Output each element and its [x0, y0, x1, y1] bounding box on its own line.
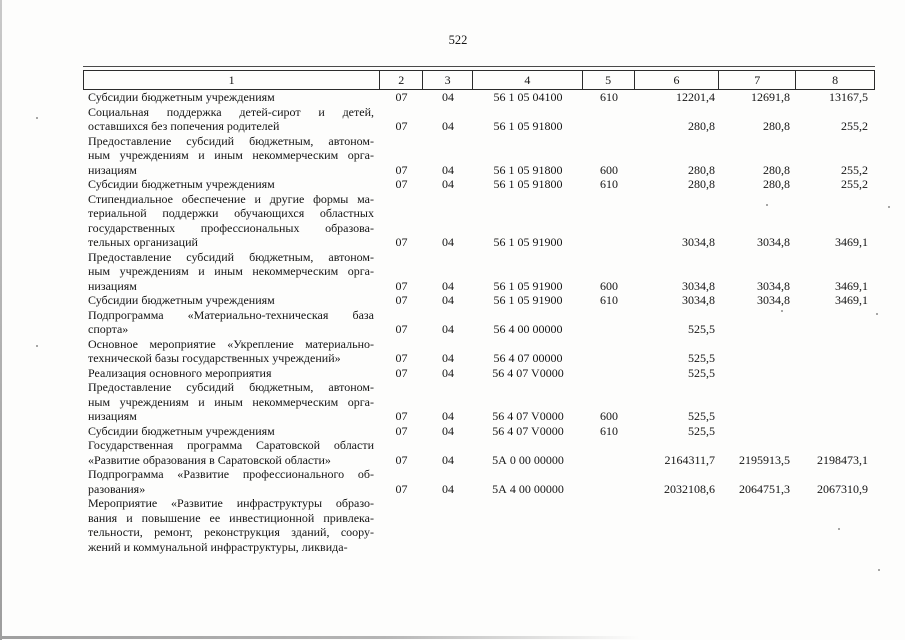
table-row [83, 424, 875, 439]
cell-expense-type-code [583, 105, 635, 134]
cell-razdel-code: 07 [395, 162, 408, 177]
name-line: жений и коммунальной инфраструктуры, ликвида- [88, 539, 348, 554]
cell-razdel-code: 07 [395, 278, 408, 293]
cell-amount-year1: 3034,8 [682, 235, 715, 249]
cell-amount-year3 [797, 366, 875, 381]
cell-expense-type-code: 610 [600, 177, 618, 191]
cell-podrazdel-code: 04 [442, 90, 454, 104]
name-line: Мероприятие «Развитие инфраструктуры образо- [88, 496, 374, 510]
cell-name [83, 438, 380, 467]
cell-amount-year3: 3469,1 [835, 235, 868, 249]
cell-name [83, 134, 380, 178]
table-row [83, 467, 875, 496]
table-row [83, 380, 875, 424]
name-line: низациям [88, 409, 137, 423]
cell-expense-type-code: 600 [600, 162, 618, 177]
cell-podrazdel-code [423, 496, 473, 554]
cell-target-article-code: 56 1 05 91800 [493, 177, 563, 191]
cell-razdel-code: 07 [395, 423, 408, 438]
cell-target-article-code: 5А 0 00 00000 [492, 452, 564, 467]
table-row [83, 308, 875, 337]
cell-amount-year2 [720, 366, 797, 381]
cell-amount-year2: 2195913,5 [739, 452, 790, 467]
cell-amount-year3 [797, 496, 875, 554]
cell-amount-year1: 3034,8 [682, 293, 715, 307]
cell-amount-year3: 13167,5 [829, 90, 868, 104]
name-line: Государственная программа Саратовской области [88, 438, 374, 452]
cell-name [83, 424, 380, 439]
name-line: ным учреждениям и иным некоммерческим орга- [88, 264, 374, 278]
cell-amount-year3: 255,2 [841, 177, 868, 191]
cell-expense-type-code: 610 [600, 423, 618, 438]
cell-amount-year1: 3034,8 [682, 278, 715, 293]
cell-podrazdel-code: 04 [442, 423, 454, 438]
cell-expense-type-code: 600 [600, 409, 618, 423]
name-line: низациям [88, 162, 137, 177]
cell-expense-type-code: 600 [600, 278, 618, 293]
name-line: Основное мероприятие «Укрепление материально- [88, 336, 374, 351]
cell-target-article-code: 56 1 05 91800 [493, 162, 563, 177]
name-line: спорта» [88, 322, 129, 336]
cell-amount-year1 [635, 496, 720, 554]
cell-razdel-code: 07 [395, 293, 408, 307]
cell-target-article-code: 56 1 05 91900 [493, 278, 563, 293]
cell-amount-year1: 12201,4 [676, 90, 715, 104]
cell-razdel-code: 07 [395, 177, 408, 191]
header-cell-3: 3 [423, 71, 473, 89]
cell-expense-type-code [583, 192, 635, 250]
scan-speck [888, 206, 890, 208]
cell-podrazdel-code: 04 [442, 278, 454, 293]
scan-edge-left [0, 0, 2, 640]
table-row [83, 250, 875, 294]
cell-razdel-code: 07 [395, 365, 408, 380]
cell-amount-year3: 3469,1 [835, 293, 868, 307]
cell-podrazdel-code: 04 [442, 235, 454, 249]
cell-amount-year2: 2064751,3 [739, 481, 790, 496]
header-cell-2: 2 [380, 71, 423, 89]
cell-name [83, 177, 380, 192]
cell-name [83, 90, 380, 105]
cell-expense-type-code [583, 467, 635, 496]
cell-name [83, 308, 380, 337]
cell-podrazdel-code: 04 [442, 452, 454, 467]
name-line: териальной поддержки обучающихся областных [88, 206, 374, 220]
name-line: технической базы государственных учреждений» [88, 351, 341, 365]
name-line: Стипендиальное обеспечение и другие формы ма- [88, 191, 374, 206]
cell-amount-year1: 525,5 [688, 365, 715, 380]
table-header-row [83, 70, 875, 90]
cell-expense-type-code: 610 [600, 90, 618, 104]
cell-name [83, 467, 380, 496]
cell-amount-year2: 3034,8 [757, 278, 790, 293]
cell-amount-year2 [720, 380, 797, 424]
cell-amount-year1: 525,5 [688, 322, 715, 336]
table-row [83, 293, 875, 308]
cell-amount-year3 [797, 308, 875, 337]
cell-amount-year1: 280,8 [688, 177, 715, 191]
cell-razdel-code: 07 [395, 90, 408, 104]
cell-amount-year1: 525,5 [688, 423, 715, 438]
header-cell-5: 5 [583, 71, 635, 89]
table-row [83, 90, 875, 105]
cell-target-article-code: 56 1 05 04100 [493, 90, 563, 104]
cell-amount-year2: 280,8 [763, 119, 790, 133]
table-row [83, 366, 875, 381]
cell-amount-year2: 12691,8 [751, 90, 790, 104]
cell-razdel-code: 07 [395, 409, 408, 423]
name-line: Субсидии бюджетным учреждениям [88, 177, 275, 191]
header-cell-7: 7 [719, 71, 796, 89]
table-top-rule [83, 66, 875, 67]
table-row [83, 337, 875, 366]
cell-podrazdel-code: 04 [442, 351, 454, 365]
cell-target-article-code: 5А 4 00 00000 [492, 481, 564, 496]
cell-amount-year2 [720, 308, 797, 337]
table-row [83, 134, 875, 178]
name-line: Субсидии бюджетным учреждениям [88, 293, 275, 307]
cell-razdel-code: 07 [395, 452, 408, 467]
name-line: Социальная поддержка детей-сирот и детей, [88, 104, 374, 119]
cell-target-article-code: 56 4 07 00000 [493, 351, 563, 365]
cell-expense-type-code: 610 [600, 293, 618, 307]
cell-name [83, 250, 380, 294]
cell-podrazdel-code: 04 [442, 365, 454, 380]
cell-podrazdel-code: 04 [442, 322, 454, 336]
scan-speck [878, 569, 880, 571]
cell-amount-year1: 2032108,6 [664, 481, 715, 496]
cell-amount-year2: 3034,8 [757, 293, 790, 307]
name-line: тельных организаций [88, 235, 198, 249]
cell-expense-type-code [583, 438, 635, 467]
cell-name [83, 366, 380, 381]
scan-speck [36, 117, 38, 119]
name-line: разования» [88, 481, 146, 496]
cell-amount-year2 [720, 337, 797, 366]
cell-amount-year1: 280,8 [688, 162, 715, 177]
cell-podrazdel-code: 04 [442, 409, 454, 423]
cell-amount-year3 [797, 337, 875, 366]
cell-target-article-code [473, 496, 583, 554]
page-number: 522 [448, 33, 468, 47]
cell-razdel-code: 07 [395, 322, 408, 336]
cell-amount-year3: 255,2 [841, 119, 868, 133]
cell-target-article-code: 56 4 00 00000 [493, 322, 563, 336]
name-line: Предоставление субсидий бюджетным, автоном- [88, 249, 374, 264]
cell-podrazdel-code: 04 [442, 177, 454, 191]
table-row [83, 192, 875, 250]
cell-amount-year1: 2164311,7 [664, 452, 715, 467]
cell-razdel-code: 07 [395, 119, 408, 133]
name-line: оставшихся без попечения родителей [88, 119, 280, 133]
cell-razdel-code: 07 [395, 235, 408, 249]
name-line: низациям [88, 278, 137, 293]
cell-amount-year3 [797, 380, 875, 424]
cell-podrazdel-code: 04 [442, 162, 454, 177]
cell-amount-year2: 3034,8 [757, 235, 790, 249]
cell-podrazdel-code: 04 [442, 481, 454, 496]
name-line: вания и повышение ее инвестиционной привлека- [88, 510, 374, 525]
cell-name [83, 192, 380, 250]
scan-edge-bottom [0, 636, 640, 639]
cell-podrazdel-code: 04 [442, 293, 454, 307]
cell-amount-year3: 3469,1 [835, 278, 868, 293]
cell-amount-year2: 280,8 [763, 177, 790, 191]
name-line: Подпрограмма «Развитие профессионального об- [88, 467, 374, 481]
table-row [83, 496, 875, 554]
name-line: «Развитие образования в Саратовской области» [88, 452, 331, 467]
cell-podrazdel-code: 04 [442, 119, 454, 133]
cell-target-article-code: 56 1 05 91900 [493, 293, 563, 307]
cell-target-article-code: 56 1 05 91900 [493, 235, 563, 249]
header-cell-4: 4 [473, 71, 583, 89]
scan-speck [36, 345, 38, 347]
name-line: Субсидии бюджетным учреждениям [88, 90, 275, 104]
cell-amount-year3 [797, 424, 875, 439]
cell-name [83, 293, 380, 308]
cell-name [83, 496, 380, 554]
cell-razdel-code [380, 496, 423, 554]
scan-speck [876, 313, 878, 315]
name-line: Предоставление субсидий бюджетным, автоном- [88, 380, 374, 394]
cell-expense-type-code [583, 337, 635, 366]
cell-amount-year3: 2198473,1 [817, 452, 868, 467]
table-row [83, 105, 875, 134]
header-cell-8: 8 [832, 72, 839, 87]
cell-name [83, 337, 380, 366]
table-row [83, 177, 875, 192]
cell-name [83, 105, 380, 134]
table-row [83, 438, 875, 467]
name-line: тельности, ремонт, реконструкция зданий, соору- [88, 525, 374, 539]
name-line: государственных профессиональных образова- [88, 220, 374, 235]
cell-razdel-code: 07 [395, 351, 408, 365]
cell-name [83, 380, 380, 424]
cell-target-article-code: 56 4 07 V0000 [492, 409, 564, 423]
cell-amount-year3: 2067310,9 [817, 481, 868, 496]
cell-target-article-code: 56 4 07 V0000 [492, 423, 564, 438]
cell-target-article-code: 56 1 05 91800 [493, 119, 563, 133]
cell-amount-year3: 255,2 [841, 162, 868, 177]
cell-amount-year1: 525,5 [688, 409, 715, 423]
name-line: Предоставление субсидий бюджетным, автоном- [88, 133, 374, 148]
header-cell-6: 6 [635, 71, 720, 89]
name-line: ным учреждениям и иным некоммерческим орга- [88, 394, 374, 409]
cell-amount-year2 [720, 424, 797, 439]
cell-expense-type-code [583, 308, 635, 337]
cell-amount-year2: 280,8 [763, 162, 790, 177]
cell-amount-year1: 280,8 [688, 119, 715, 133]
cell-target-article-code: 56 4 07 V0000 [492, 365, 564, 380]
header-cell-1: 1 [84, 71, 380, 89]
cell-amount-year2 [720, 496, 797, 554]
name-line: Подпрограмма «Материально-техническая база [88, 307, 374, 322]
name-line: ным учреждениям и иным некоммерческим орга- [88, 148, 374, 162]
cell-expense-type-code [583, 496, 635, 554]
budget-table-body [83, 90, 875, 554]
name-line: Субсидии бюджетным учреждениям [88, 423, 275, 438]
name-line: Реализация основного мероприятия [88, 365, 272, 380]
cell-amount-year1: 525,5 [688, 351, 715, 365]
cell-expense-type-code [583, 366, 635, 381]
cell-razdel-code: 07 [395, 481, 408, 496]
